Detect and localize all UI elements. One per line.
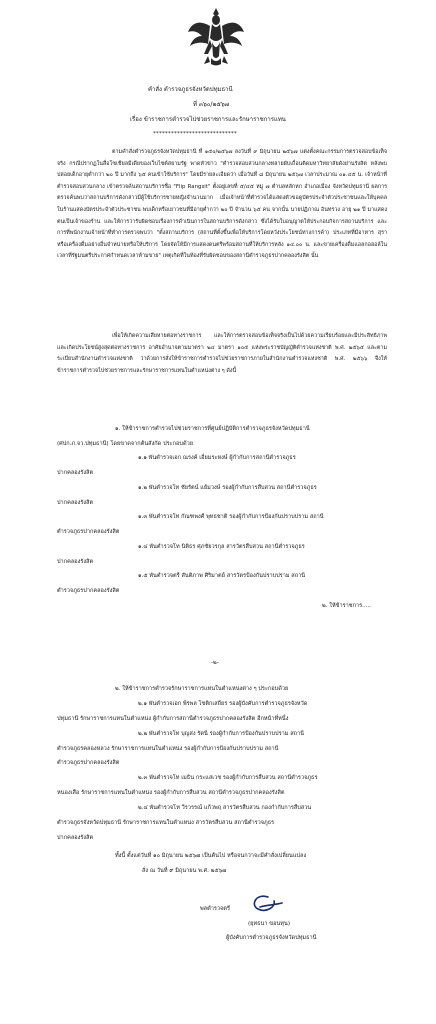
garuda-emblem-icon bbox=[186, 6, 246, 68]
sub-item-2-1-cont: ปทุมธานี รักษาราชการแทนในตำแหน่ง ผู้กำกับการสถานีตำรวจภูธรปากคลองรังสิต อีกหน้าที่หนึ่ง bbox=[57, 716, 289, 722]
sub-item-1-3-cont: ตำรวจภูธรปากคลองรังสิต bbox=[57, 529, 120, 535]
signer-position: ผู้บังคับการตำรวจภูธรจังหวัดปทุมธานี bbox=[226, 935, 317, 941]
sub-item-1-3: ๑.๓ พันตำรวจโท กัณฑพงศ์ พุทธชาติ รองผู้กำกับการป้องกันปราบปราม สถานี bbox=[138, 514, 324, 520]
sub-item-1-4-cont: ปากคลองรังสิต bbox=[57, 559, 94, 565]
authority-paragraph: เพื่อให้เกิดความเสียหายต่อทางราชการ และให้การตรวจสอบข้อเท็จจริงเป็นไปด้วยความเรียบร้อยและมีประสิทธิภาพ และเกิดประโยชน์สูงสุดต่อทางราชการ อาศัยอำนาจตามมาตรา ๒๔ มาตรา ๑๐๕ แห่งพระราชบัญญัติตำรวจแห่งชาติ พ.ศ. ๒๕๖๕ และตามระเบียบสำนักงานตำรวจแห่งชาติ ว่าด้วยการสั่งให้ข้าราชการตำรวจไปช่วยราชการภายในสำนักงานตำรวจแห่งชาติ พ.ศ. ๒๕๖๖ จึงให้ข้าราชการตำรวจไปช่วยราชการและรักษาราชการแทนในตำแหน่งต่าง ๆ ดังนี้ bbox=[57, 333, 387, 374]
item-1-cont: (ศปก.ภ.จว.ปทุมธานี) โดยขาดจากต้นสังกัด ประกอบด้วย bbox=[57, 441, 194, 447]
background-paragraph: ตามคำสั่งตำรวจภูธรจังหวัดปทุมธานี ที่ ๑๕๐/๒๕๖๗ ลงวันที่ ๙ มิถุนายน ๒๕๖๗ แต่งตั้งคณะกรรมการตรวจสอบข้อเท็จจริง กรณีปรากฏในสื่อโซเชียลมีเดียของเว็บไซต์สยามรัฐ พาดหัวข่าว "ตำรวจสอบสวนกลางทลายผับเถื่อนติดมหาวิทยาลัยดังย่านรังสิต หลังพบปล่อยเด็กอายุต่ำกว่า ๒๐ ปี มากถึง ๖๕ คนเข้าใช้บริการ" โดยมีรายละเอียดว่า เมื่อวันที่ ๘ มิถุนายน ๒๕๖๗ เวลาประมาณ ๐๑.๔๕ น. เจ้าหน้าที่ตำรวจสอบสวนกลาง เข้าตรวจค้นสถานบริการชื่อ "Flip Rangsit" ตั้งอยู่เลขที่ ๕/๔๕ หมู่ ๗ ตำบลหลักหก อำเภอเมือง จังหวัดปทุมธานี ผลการตรวจค้นพบว่าสถานบริการดังกล่าวมีผู้ใช้บริการชายหญิงจำนวนมาก เมื่อเจ้าหน้าที่ตำรวจได้แสดงตัวขอดูบัตรประจำตัวประชาชนและให้บุคคลในร้านแสดงบัตรประจำตัวประชาชน พบเด็กหรือเยาวชนที่มีอายุต่ำกว่า ๒๐ ปี จำนวน ๖๕ คน จากนั้น นายปฏิภาณ อินทรวง อายุ ๒๑ ปี มาแสดงตนเป็นเจ้าของร้าน และให้การว่ารับผิดชอบเรื่องการดำเนินการในสถานบริการดังกล่าว ซึ่งได้รับใบอนุญาตให้ประกอบกิจการสถานบริการ และการที่พนักงานเจ้าหน้าที่ทำการตรวจพบว่า "ตั้งสถานบริการ (สถานที่ตั้งขึ้นเพื่อให้บริการโดยหวังประโยชน์ทางการค้า) ประเภทที่มีอาหาร สุราหรือเครื่องดื่มอย่างอื่นจำหน่ายหรือให้บริการ โดยจัดให้มีการแสดงดนตรีพร้อมสถานที่ให้บริการหลัง ๑๔.๐๐ น. และขายเครื่องดื่มแอลกอฮอล์ในเวลาที่รัฐมนตรีประกาศกำหนดเวลาห้ามขาย" เหตุเกิดที่ในท้องที่รับผิดชอบของสถานีตำรวจภูธรปากคลองรังสิต นั้น bbox=[57, 149, 387, 260]
sub-item-1-2: ๑.๒ พันตำรวจโท ชัยรัตน์ แย้มวงษ์ รองผู้กำกับการสืบสวน สถานีตำรวจภูธร bbox=[138, 485, 317, 491]
order-number: ที่ ๓๖๐/๒๕๖๗ bbox=[193, 101, 230, 108]
item-1: ๑. ให้ข้าราชการตำรวจไปช่วยราชการที่ศูนย์ปฏิบัติการตำรวจภูธรจังหวัดปทุมธานี bbox=[115, 426, 310, 432]
sub-item-2-4-cont: ตำรวจภูธรจังหวัดปทุมธานี รักษาราชการแทนในตำแหน่ง สารวัตรสืบสวน สถานีตำรวจภูธร bbox=[57, 820, 275, 826]
sub-item-2-2-cont: ตำรวจภูธรคลองหลวง รักษาราชการแทนในตำแหน่ง รองผู้กำกับการป้องกันปราบปราม สถานี bbox=[57, 746, 279, 752]
signature-icon bbox=[246, 891, 286, 917]
sub-item-2-4: ๒.๔ พันตำรวจโท วีรวรรณ์ แก้วพฤ สารวัตรสืบสวน กองกำกับการสืบสวน bbox=[138, 805, 312, 811]
order-date: สั่ง ณ วันที่ ๙ มิถุนายน พ.ศ. ๒๕๖๗ bbox=[142, 868, 227, 874]
sub-item-2-2: ๒.๒ พันตำรวจโท บุญส่ง รัตนี รองผู้กำกับการป้องกันปราบปราม สถานี bbox=[138, 731, 304, 737]
sub-item-1-1-cont: ปากคลองรังสิต bbox=[57, 470, 94, 476]
sub-item-2-4-cont2: ปากคลองรังสิต bbox=[57, 835, 94, 841]
sub-item-1-4: ๑.๔ พันตำรวจโท นิติธร ศุภชัยวรกุล สารวัตรสืบสวน สถานีตำรวจภูธร bbox=[138, 544, 305, 550]
sub-item-1-5: ๑.๕ พันตำรวจตรี สันติภาพ ศิริมาตย์ สารวัตรป้องกันปราบปราม สถานี bbox=[138, 573, 306, 579]
sub-item-1-2-cont: ปากคลองรังสิต bbox=[57, 500, 94, 506]
sub-item-2-1: ๒.๑ พันตำรวจเอก พีรพล โชติกเสถียร รองผู้บังคับการตำรวจภูธรจังหวัด bbox=[138, 701, 308, 707]
signer-rank: พลตำรวจตรี bbox=[200, 906, 230, 912]
separator-stars: **************************** bbox=[153, 131, 237, 137]
continuation-note: ๒. ให้ข้าราชการ..... bbox=[322, 603, 371, 609]
sub-item-1-1: ๑.๑ พันตำรวจเอก ณรงค์ เอี่ยมระหงษ์ ผู้กำกับการสถานีตำรวจภูธร bbox=[138, 455, 296, 461]
sub-item-2-3-cont: หนองเสือ รักษาราชการแทนในตำแหน่ง รองผู้กำกับการสืบสวน สถานีตำรวจภูธรปากคลองรังสิต bbox=[57, 790, 285, 796]
order-title: คำสั่ง ตำรวจภูธรจังหวัดปทุมธานี bbox=[148, 86, 233, 93]
effective-date: ทั้งนี้ ตั้งแต่วันที่ ๑๐ มิถุนายน ๒๕๖๗ เป็นต้นไป หรือจนกว่าจะมีคำสั่งเปลี่ยนแปลง bbox=[115, 853, 307, 859]
order-subject: เรื่อง ข้าราชการตำรวจไปช่วยราชการและรักษาราชการแทน bbox=[130, 116, 286, 123]
sub-item-2-3: ๒.๓ พันตำรวจโท เมธิน กระแสเวช รองผู้กำกับการสืบสวน สถานีตำรวจภูธร bbox=[138, 775, 318, 781]
sub-item-2-2-cont2: ตำรวจภูธรปากคลองรังสิต bbox=[57, 760, 120, 766]
item-2: ๒. ให้ข้าราชการตำรวจรักษาราชการแทนในตำแหน่งต่าง ๆ ประกอบด้วย bbox=[115, 686, 289, 692]
signer-name: (ยุทธนา ขอนทุน) bbox=[248, 921, 291, 927]
sub-item-1-5-cont: ตำรวจภูธรปากคลองรังสิต bbox=[57, 588, 120, 594]
page-number: -๒- bbox=[211, 660, 219, 666]
